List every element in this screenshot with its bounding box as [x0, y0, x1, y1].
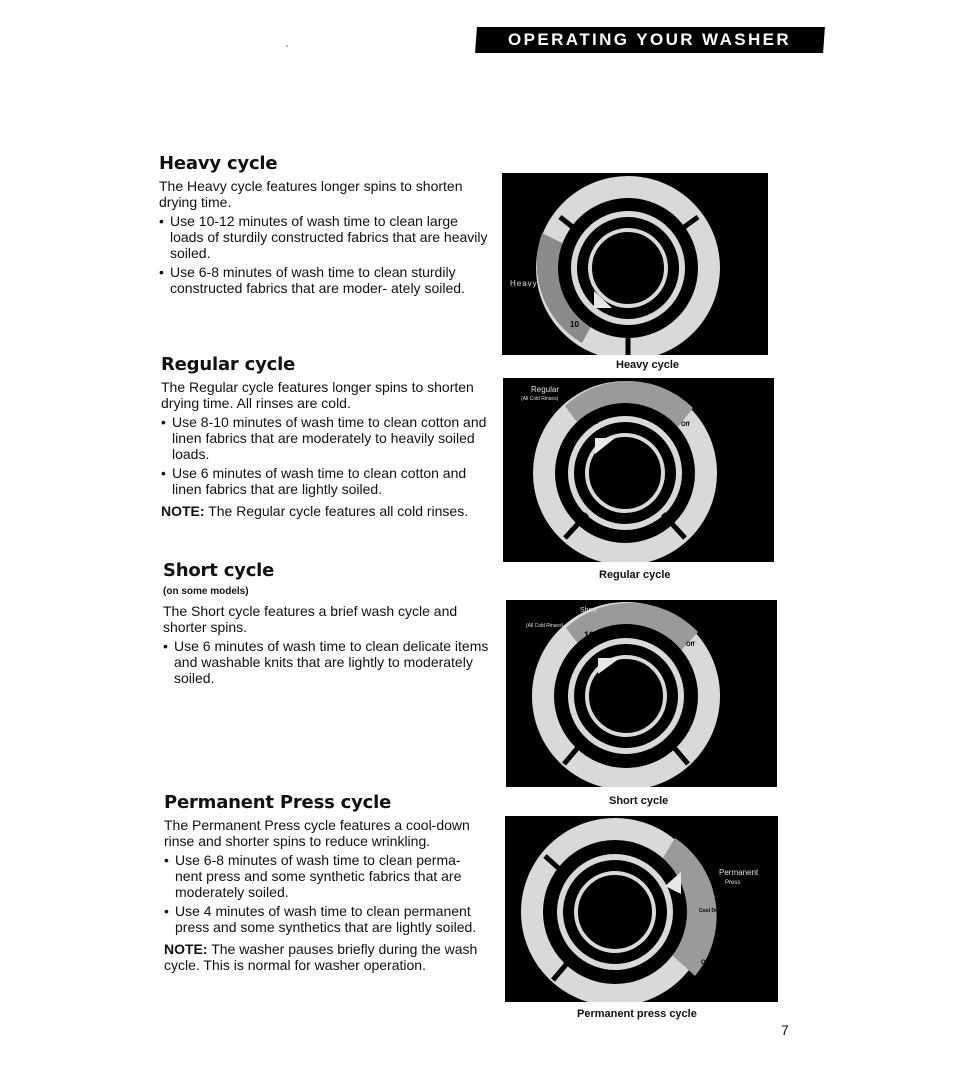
permanent-press-section [164, 793, 490, 976]
regular-cycle-heading: Regular cycle [161, 354, 296, 375]
short-cycle-caption: Short cycle [609, 795, 669, 807]
note-label: NOTE: [161, 503, 205, 519]
note-text: The Regular cycle features all cold rinses. [208, 503, 469, 519]
heavy-cycle-section [159, 154, 489, 299]
stray-mark: ' [286, 44, 288, 55]
dial-mark-off: Off [686, 642, 695, 648]
list-item: • Use 10-12 minutes of wash time to clean large loads of sturdily constructed fabrics that are heavily soiled. [159, 213, 489, 261]
permanent-press-caption: Permanent press cycle [577, 1008, 697, 1020]
permanent-dial-label: Permanent [719, 868, 759, 877]
list-item: • Use 4 minutes of wash time to clean permanent press and some synthetics that are lightly soiled. [164, 903, 490, 935]
regular-cycle-intro: The Regular cycle features longer spins to shorten drying time. All rinses are cold. [161, 379, 474, 411]
permanent-press-bullets [164, 852, 490, 935]
regular-cycle-dial-photo [503, 378, 774, 562]
short-cycle-intro: The Short cycle features a brief wash cycle and shorter spins. [163, 603, 458, 635]
regular-dial-sublabel: (All Cold Rinses) [521, 396, 559, 402]
dial-mark-off: Off [681, 422, 690, 428]
permanent-press-heading: Permanent Press cycle [164, 792, 392, 813]
note-label: NOTE: [164, 941, 208, 957]
short-cycle-subtitle: (on some models) [163, 586, 249, 597]
dial-mark-ten: 10 [589, 416, 600, 426]
heavy-cycle-dial-photo [502, 173, 768, 355]
short-cycle-heading: Short cycle [163, 560, 275, 581]
permanent-press-intro: The Permanent Press cycle features a cool-down rinse and shorter spins to reduce wrinkling. [164, 817, 470, 849]
list-item: • Use 6 minutes of wash time to clean cotton and linen fabrics that are lightly soiled. [161, 465, 491, 497]
dial-mark-off: Off [701, 960, 710, 966]
note-text: The washer pauses briefly during the wash cycle. This is normal for washer operation. [164, 941, 478, 973]
short-dial-label: Short [580, 607, 597, 614]
regular-cycle-section [161, 355, 491, 522]
list-item: • Use 6-8 minutes of wash time to clean sturdily constructed fabrics that are moder- ately soiled. [159, 264, 489, 296]
regular-cycle-note [161, 503, 491, 519]
heavy-dial-label: Heavy [510, 279, 538, 288]
permanent-dial-label-2: Press [725, 880, 741, 886]
page-number: 7 [781, 1022, 789, 1038]
dial-mark-ten: 10 [570, 320, 579, 329]
permanent-press-dial-photo [505, 816, 778, 1002]
dial-knob [576, 873, 654, 951]
heavy-cycle-caption: Heavy cycle [616, 359, 679, 371]
section-banner: OPERATING YOUR WASHER [475, 27, 825, 53]
permanent-press-note [164, 941, 490, 973]
short-cycle-bullets [163, 638, 493, 686]
regular-dial-label: Regular [531, 385, 560, 394]
short-cycle-section [163, 561, 493, 689]
list-item: • Use 8-10 minutes of wash time to clean cotton and linen fabrics that are moderately to heavily soiled loads. [161, 414, 491, 462]
heavy-cycle-intro: The Heavy cycle features longer spins to shorten drying time. [159, 178, 463, 210]
heavy-cycle-heading: Heavy cycle [159, 153, 278, 174]
dial-knob [590, 230, 666, 306]
short-dial-sublabel: (All Cold Rinses) [526, 623, 564, 629]
short-cycle-dial-photo [506, 600, 777, 787]
regular-cycle-caption: Regular cycle [599, 569, 671, 581]
regular-cycle-bullets [161, 414, 491, 497]
dial-mark-ten: 10 [584, 630, 595, 640]
heavy-cycle-bullets [159, 213, 489, 296]
dial-mark-cool-down: Cool Down [699, 908, 726, 914]
list-item: • Use 6-8 minutes of wash time to clean perma- nent press and some synthetic fabrics that are moderately soiled. [164, 852, 490, 900]
list-item: • Use 6 minutes of wash time to clean delicate items and washable knits that are lightly to moderately soiled. [163, 638, 493, 686]
